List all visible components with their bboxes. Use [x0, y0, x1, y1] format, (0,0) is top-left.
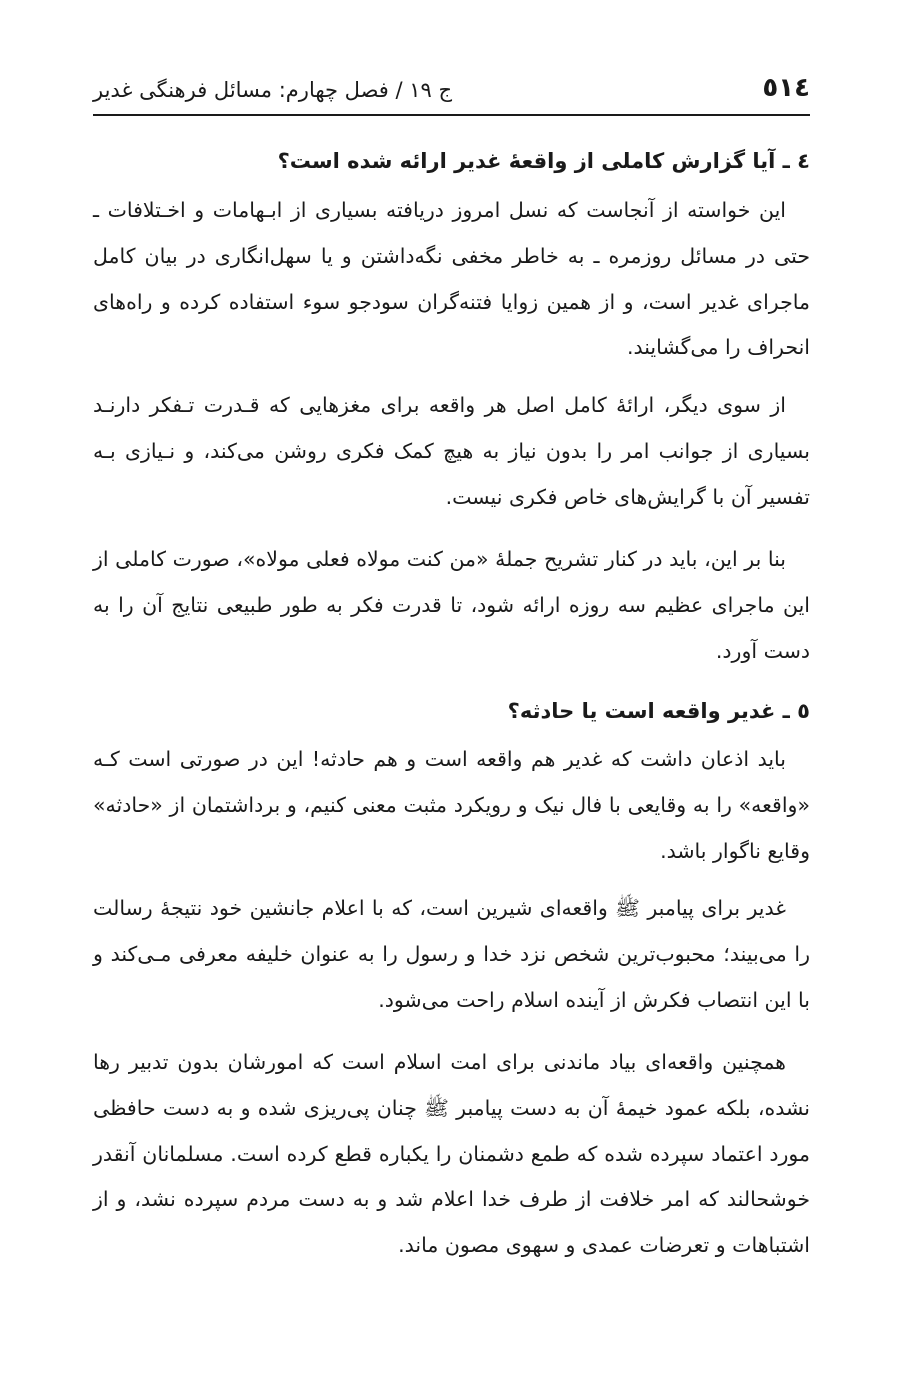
- section-5-paragraph-1: باید اذعان داشت که غدیر هم واقعه است و هم حادثه! این در صورتی است کـه «واقعه» را به وقایعی با فال نیک و رویکرد مثبت معنی کنیم، و برداشتمان از «حادثه» وقایع ناگوار باشد.: [93, 747, 810, 863]
- section-4-paragraph-3: بنا بر این، باید در کنار تشریح جملۀ «من کنت مولاه فعلی مولاه»، صورت کاملی از این ماجرای عظیم سه روزه ارائه شود، تا قدرت فکر به طور طبیعی نتایج آن را به دست آورد.: [93, 547, 810, 663]
- section-5-paragraph-3: همچنین واقعه‌ای بیاد ماندنی برای امت اسلام است که امورشان بدون تدبیر رها نشده، بلکه عمود خیمۀ آن به دست پیامبر ﷺ چنان پی‌ریزی شده و به دست حافظی مورد اعتماد سپرده شده که طمع دشمنان را یکباره قطع کرده است. مسلمانان آنقدر خوشحالند که امر خلافت از طرف خدا اعلام شد و به دست مردم سپرده نشد، و از اشتباهات و تعرضات عمدی و سهوی مصون ماند.: [93, 1050, 810, 1258]
- page-number: ٥١٤: [762, 73, 810, 103]
- section-5-paragraph-2: غدیر برای پیامبر ﷺ واقعه‌ای شیرین است، که با اعلام جانشین خود نتیجۀ رسالت را می‌بیند؛ محبوب‌ترین شخص نزد خدا و رسول را به عنوان خلیفه معرفی مـی‌کند و با این انتصاب فکرش از آینده اسلام راحت می‌شود.: [93, 896, 810, 1012]
- running-title: ج ١٩ / فصل چهارم: مسائل فرهنگی غدیر: [93, 78, 453, 102]
- running-header: [93, 68, 810, 116]
- section-4-heading: ٤ ـ آیا گزارش کاملی از واقعۀ غدیر ارائه شده است؟: [277, 149, 810, 173]
- section-4-paragraph-1: این خواسته از آنجاست که نسل امروز دریافته بسیاری از ابـهامات و اخـتلافات ـ حتی در مسائل روزمره ـ به خاطر مخفی نگه‌داشتن و یا سهل‌انگاری در بیان کامل ماجرای غدیر است، و از همین زوایا فتنه‌گران سودجو سوء استفاده کرده و راه‌های انحراف را می‌گشایند.: [93, 198, 810, 360]
- section-4-paragraph-2: از سوی دیگر، ارائۀ کامل اصل هر واقعه برای مغزهایی که قـدرت تـفکر دارنـد بسیاری از جوانب امر را بدون نیاز به هیچ کمک فکری روشن می‌کند، و نـیازی بـه تفسیر آن با گرایش‌های خاص فکری نیست.: [93, 393, 810, 509]
- section-5-heading: ٥ ـ غدیر واقعه است یا حادثه؟: [507, 699, 810, 723]
- book-page: [93, 0, 810, 1390]
